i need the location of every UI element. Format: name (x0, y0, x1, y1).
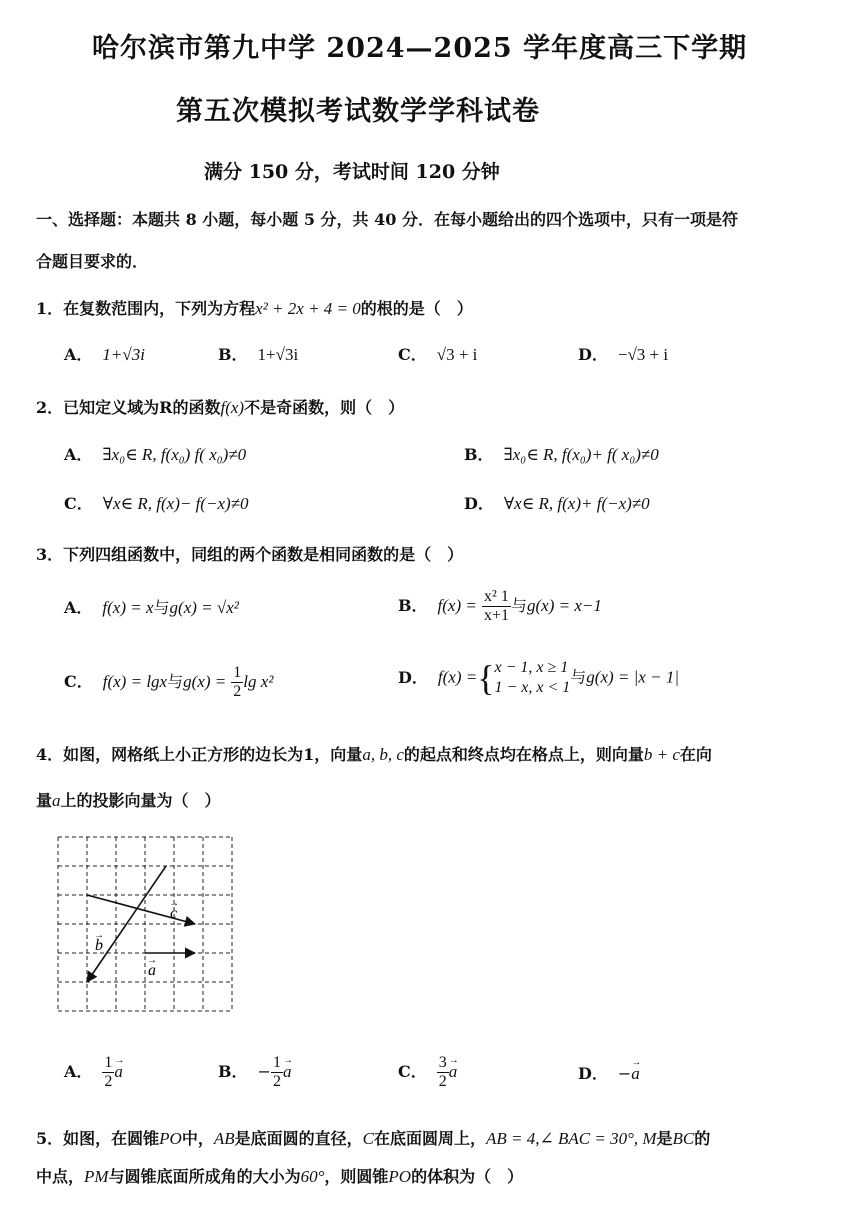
function-symbol: f(x) (220, 398, 245, 417)
vector-symbol: → a (114, 1062, 123, 1082)
math-symbol: C (362, 1129, 374, 1148)
stem-text: 是底面圆的直径， (234, 1129, 363, 1148)
option-label: B． (398, 596, 428, 615)
q2-option-c[interactable] (64, 494, 248, 514)
vector-b-label: b (95, 937, 103, 954)
option-label: C． (398, 1062, 427, 1081)
given-conditions: AB = 4,∠ BAC = 30°, M (486, 1129, 657, 1148)
stem-text: 与圆锥底面所成角的大小为 (108, 1167, 301, 1186)
stem-text: 如图，在圆锥 (63, 1129, 160, 1148)
option-g: g(x) = (183, 672, 227, 691)
option-label: D． (578, 1064, 608, 1083)
q2-option-b[interactable] (464, 445, 659, 465)
option-label: C． (64, 494, 93, 513)
fraction (102, 1054, 114, 1091)
fraction-denominator: 2 (438, 1073, 447, 1090)
option-label: C． (64, 672, 93, 691)
stem-text: 在复数范围内，下列为方程 (63, 299, 256, 318)
fraction-numerator: 1 (104, 1054, 113, 1071)
question-number: 2． (36, 398, 64, 417)
question-1-stem (36, 296, 473, 319)
q4-option-b[interactable] (218, 1054, 291, 1091)
option-label: B． (464, 445, 494, 464)
option-text: √3 + i (436, 345, 478, 364)
q1-option-a[interactable] (64, 345, 145, 365)
vector-b-arrow-glyph: → (94, 930, 104, 941)
vector-a-arrow-glyph: → (147, 955, 157, 966)
section-intro-line2: 合题目要求的． (36, 252, 149, 271)
q3-option-c[interactable] (64, 664, 273, 701)
q1-option-d[interactable] (578, 345, 668, 365)
stem-text: 如图，网格纸上小正方形的边长为 (63, 745, 304, 764)
exam-title-line1: 哈尔滨市第九中学 2024—2025 学年度高三下学期 (92, 33, 748, 64)
option-f: f(x) = x (102, 598, 154, 617)
option-label: D． (578, 345, 608, 364)
stem-text: 中点， (36, 1167, 85, 1186)
option-text: ∀x∈ R, f(x)+ f(−x)≠0 (503, 494, 650, 513)
side-length: 1 (303, 745, 315, 764)
stem-text: 的函数 (172, 398, 221, 417)
question-number: 4． (36, 745, 64, 764)
vector-sum: b + c (643, 745, 680, 764)
vector-grid-figure (55, 832, 235, 1017)
stem-text: 的起点和终点均在格点上，则向量 (403, 745, 644, 764)
math-symbol: BC (672, 1129, 695, 1148)
q3-option-b[interactable] (398, 588, 602, 625)
stem-text: 的根的是（ ） (360, 299, 473, 318)
option-g: g(x) = √x² (169, 598, 239, 617)
question-2-stem (36, 395, 404, 418)
option-sign: − (257, 1062, 271, 1081)
option-connector: 与 (167, 672, 184, 691)
fraction (271, 1054, 283, 1091)
option-label: A． (64, 445, 93, 464)
math-symbol: PM (84, 1167, 109, 1186)
angle-value: 60° (300, 1167, 325, 1186)
stem-text: 不是奇函数，则（ ） (244, 398, 405, 417)
question-number: 3． (36, 545, 64, 564)
option-label: C． (398, 345, 427, 364)
q4-option-d[interactable] (578, 1064, 640, 1084)
option-label: A． (64, 345, 93, 364)
math-symbol: PO (388, 1167, 412, 1186)
option-text: 1+√3i (102, 345, 145, 364)
fraction-numerator: 1 (272, 1054, 281, 1071)
fraction-denominator: x+1 (483, 607, 509, 624)
stem-text: 是 (656, 1129, 673, 1148)
left-brace: { (477, 658, 495, 698)
vector-symbol: → a (631, 1064, 640, 1084)
stem-text: 的体积为（ ） (411, 1167, 524, 1186)
question-number: 5． (36, 1129, 64, 1148)
stem-text: 下列四组函数中，同组的两个函数是相同函数的是（ ） (63, 545, 464, 564)
fraction-numerator: 1 (233, 664, 242, 681)
option-label: B． (218, 1062, 248, 1081)
option-g: g(x) = x−1 (526, 596, 602, 615)
vector-c-label: c (170, 905, 178, 922)
option-f: f(x) = lgx (102, 672, 168, 691)
fraction-numerator: x² 1 (482, 588, 511, 607)
math-symbol: PO (159, 1129, 182, 1148)
option-sign: − (617, 1064, 632, 1083)
option-connector: 与 (570, 667, 587, 687)
q1-option-c[interactable] (398, 345, 477, 365)
math-symbol: AB (213, 1129, 235, 1148)
q2-option-a[interactable] (64, 445, 246, 465)
vector-a-label: a (148, 962, 156, 979)
option-label: D． (398, 667, 428, 687)
fraction (231, 664, 243, 701)
question-4-stem-line2 (36, 788, 221, 811)
option-g: g(x) = |x − 1| (586, 667, 679, 687)
vector-c-arrow-glyph: → (169, 898, 179, 909)
option-label: A． (64, 1062, 93, 1081)
option-g-suffix: lg x² (243, 672, 274, 691)
stem-text: 已知定义域为 (63, 398, 160, 417)
option-label: B． (218, 345, 248, 364)
option-text: −√3 + i (617, 345, 669, 364)
fraction (437, 1054, 449, 1091)
q3-option-d[interactable] (398, 658, 679, 698)
stem-text: 上的投影向量为（ ） (60, 791, 221, 810)
stem-text: ，则圆锥 (324, 1167, 389, 1186)
option-connector: 与 (153, 598, 170, 617)
option-text: ∀x∈ R, f(x)− f(−x)≠0 (102, 494, 249, 513)
question-3-stem (36, 542, 463, 565)
q4-option-c[interactable] (398, 1054, 457, 1091)
option-text: ∃x₀∈ R, f(x₀)+ f( x₀)≠0 (503, 445, 659, 464)
section-intro-line1: 一、选择题：本题共 8 小题，每小题 5 分，共 40 分．在每小题给出的四个选项中，只有一项是符 (36, 210, 738, 229)
exam-title-line2: 第五次模拟考试数学学科试卷 (176, 96, 540, 127)
stem-text: ，向量 (314, 745, 363, 764)
vector-symbol: → a (283, 1062, 292, 1082)
domain-symbol: R (159, 398, 173, 417)
vector-list: a, b, c (362, 745, 404, 764)
option-f: f(x) = (437, 596, 477, 615)
vector-symbol: → a (449, 1062, 458, 1082)
fraction-numerator: 3 (438, 1054, 447, 1071)
option-text: 1+√3i (257, 345, 299, 364)
question-5-stem-line2 (36, 1164, 523, 1187)
q1-option-b[interactable] (218, 345, 298, 365)
exam-subtitle: 满分 150 分，考试时间 120 分钟 (204, 161, 500, 183)
option-f: f(x) = (437, 667, 478, 687)
equation: x² + 2x + 4 = 0 (255, 299, 361, 318)
case-1: x − 1, x ≥ 1 (494, 659, 569, 676)
stem-text: 中， (181, 1129, 214, 1148)
stem-text: 在底面圆周上， (373, 1129, 486, 1148)
grid-lines (58, 837, 232, 1012)
fraction-denominator: 2 (233, 683, 242, 700)
option-text: ∃x₀∈ R, f(x₀) f( x₀)≠0 (102, 445, 247, 464)
stem-text: 量 (36, 791, 53, 810)
option-label: A． (64, 598, 93, 617)
fraction-denominator: 2 (272, 1073, 281, 1090)
stem-text: 在向 (679, 745, 712, 764)
fraction (482, 588, 511, 625)
question-number: 1． (36, 299, 64, 318)
question-5-stem-line1 (36, 1126, 710, 1149)
vector-symbol: a (52, 791, 61, 810)
stem-text: 的 (694, 1129, 711, 1148)
q2-option-d[interactable] (464, 494, 650, 514)
q4-option-a[interactable] (64, 1054, 123, 1091)
question-4-stem-line1 (36, 742, 712, 765)
option-label: D． (464, 494, 494, 513)
q3-option-a[interactable] (64, 598, 239, 618)
option-connector: 与 (510, 596, 527, 615)
piecewise-cases (494, 658, 570, 698)
case-2: 1 − x, x < 1 (494, 679, 571, 696)
fraction-denominator: 2 (104, 1073, 113, 1090)
